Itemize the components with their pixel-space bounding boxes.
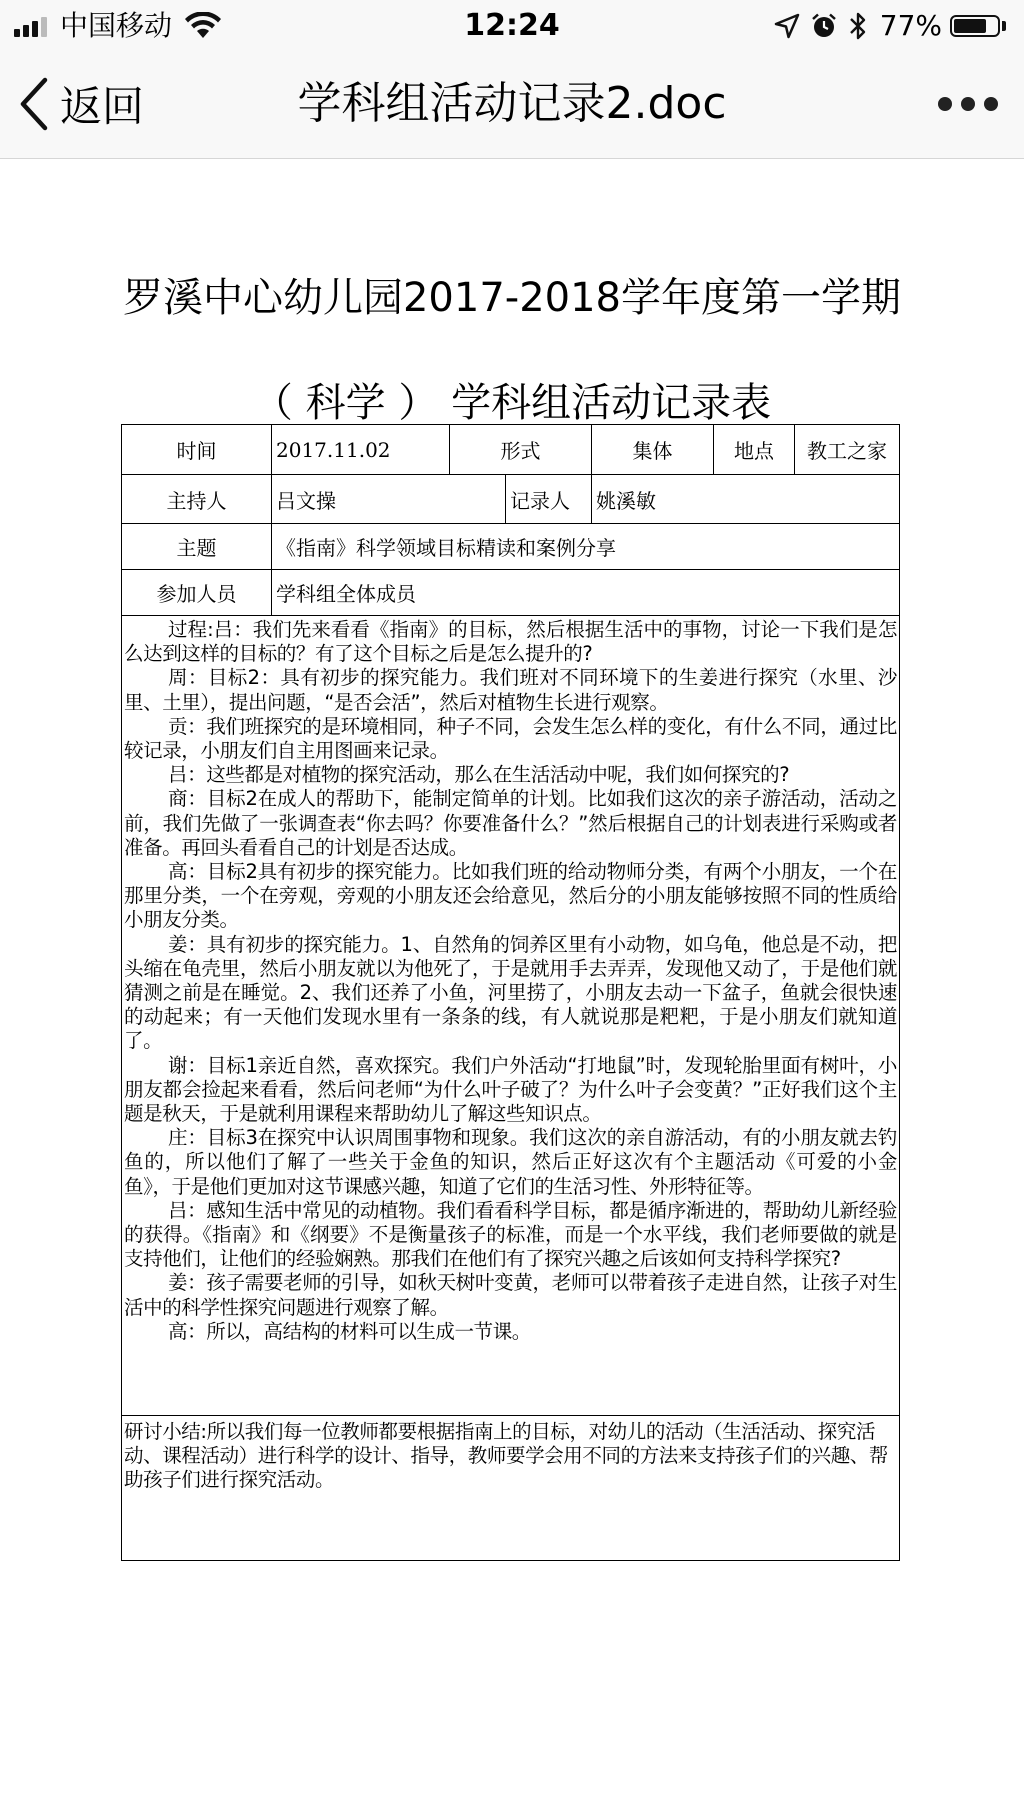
summary-cell [122, 1416, 900, 1561]
topic-label: 主题 [122, 524, 272, 570]
place-label: 地点 [714, 425, 795, 475]
summary-text: 研讨小结:所以我们每一位教师都要根据指南上的目标，对幼儿的活动（生活活动、探究活动、课程活动）进行科学的设计、指导，教师要学会用不同的方法来支持孩子们的兴趣、帮助孩子们进行探究活动。 [124, 1420, 889, 1492]
place-value: 教工之家 [795, 425, 900, 475]
process-record-cell [122, 616, 900, 1416]
table-row [122, 616, 900, 1416]
alarm-clock-icon [810, 12, 838, 40]
chevron-left-icon [18, 77, 48, 131]
status-bar [0, 0, 1024, 52]
process-paragraph: 吕：这些都是对植物的探究活动，那么在生活活动中呢，我们如何探究的? [168, 763, 790, 787]
process-paragraph: 谢：目标1亲近自然，喜欢探究。我们户外活动“打地鼠”时，发现轮胎里面有树叶，小朋友都会捡起来看看，然后问老师“为什么叶子破了？为什么叶子会变黄？”正好我们这个主题是秋天，于是就利用课程来帮助幼儿了解这些知识点。 [124, 1053, 897, 1126]
recorder-value: 姚溪敏 [592, 475, 900, 524]
carrier-name: 中国移动 [60, 9, 173, 42]
document-subtitle: （ 科学 ） 学科组活动记录表 [252, 380, 772, 426]
more-options-button[interactable] [938, 92, 998, 116]
table-row [122, 1416, 900, 1561]
table-row [122, 425, 900, 475]
form-label: 形式 [450, 425, 592, 475]
process-paragraph: 庄：目标3在探究中认识周围事物和现象。我们这次的亲自游活动，有的小朋友就去钓鱼的，所以他们了解了一些关于金鱼的知识，然后正好这次有个主题活动《可爱的小金鱼》，于是他们更加对这节课感兴趣，知道了它们的生活习性、外形特征等。 [124, 1126, 897, 1198]
ellipsis-dot-icon [938, 97, 952, 111]
navigation-bar [0, 52, 1024, 159]
time-label: 时间 [122, 425, 272, 475]
battery-icon [950, 15, 1000, 37]
battery-level-fill [954, 19, 986, 33]
process-paragraph: 姜：孩子需要老师的引导，如秋天树叶变黄，老师可以带着孩子走进自然，让孩子对生活中的科学性探究问题进行观察了解。 [124, 1271, 897, 1319]
table-row [122, 524, 900, 570]
document-filename-title: 学科组活动记录2.doc [297, 78, 727, 129]
ellipsis-dot-icon [961, 97, 975, 111]
table-row [122, 475, 900, 524]
time-value: 2017.11.02 [272, 425, 450, 475]
host-label: 主持人 [122, 475, 272, 524]
participants-value: 学科组全体成员 [272, 570, 900, 616]
document-title: 罗溪中心幼儿园2017-2018学年度第一学期 [122, 275, 902, 321]
host-value: 吕文操 [272, 475, 506, 524]
battery-percent: 77% [879, 9, 942, 42]
activity-record-table [121, 424, 900, 1561]
form-value: 集体 [592, 425, 714, 475]
back-label: 返回 [60, 82, 145, 131]
clock: 12:24 [464, 8, 560, 43]
process-paragraph: 商：目标2在成人的帮助下，能制定简单的计划。比如我们这次的亲子游活动，活动之前，我们先做了一张调查表“你去吗？你要准备什么？”然后根据自己的计划表进行采购或者准备。再回头看看自己的计划是否达成。 [124, 787, 897, 859]
process-paragraph: 姜：具有初步的探究能力。1、自然角的饲养区里有小动物，如乌龟，他总是不动，把头缩在龟壳里，然后小朋友就以为他死了，于是就用手去弄弄，发现他又动了，于是他们就猜测之前是在睡觉。2、我们还养了小鱼，河里捞了，小朋友去动一下盆子，鱼就会很快速的动起来；有一天他们发现水里有一条条的线，有人就说那是粑粑，于是小朋友们就知道了。 [124, 932, 897, 1053]
process-paragraph: 吕：感知生活中常见的动植物。我们看看科学目标，都是循序渐进的，帮助幼儿新经验的获得。《指南》和《纲要》不是衡量孩子的标准，而是一个水平线，我们老师要做的就是支持他们，让他们的经验娴熟。那我们在他们有了探究兴趣之后该如何支持科学探究? [124, 1198, 897, 1271]
process-paragraph: 贡：我们班探究的是环境相同，种子不同，会发生怎么样的变化，有什么不同，通过比较记录，小朋友们自主用图画来记录。 [124, 714, 897, 763]
bluetooth-icon [848, 11, 868, 41]
location-arrow-icon [774, 13, 800, 39]
participants-label: 参加人员 [122, 570, 272, 616]
process-paragraph: 周：目标2：具有初步的探究能力。我们班对不同环境下的生姜进行探究（水里、沙里、土里），提出问题，“是否会活”，然后对植物生长进行观察。 [124, 666, 897, 714]
back-button[interactable] [18, 74, 144, 134]
recorder-label: 记录人 [506, 475, 592, 524]
process-paragraph: 过程:吕：我们先来看看《指南》的目标，然后根据生活中的事物，讨论一下我们是怎么达到这样的目标的？有了这个目标之后是怎么提升的? [124, 618, 897, 666]
process-paragraph: 高：所以，高结构的材料可以生成一节课。 [168, 1319, 531, 1343]
table-row [122, 570, 900, 616]
ellipsis-dot-icon [984, 97, 998, 111]
process-paragraph: 高：目标2具有初步的探究能力。比如我们班的给动物师分类，有两个小朋友，一个在那里分类，一个在旁观，旁观的小朋友还会给意见，然后分的小朋友能够按照不同的性质给小朋友分类。 [124, 860, 897, 932]
topic-value: 《指南》科学领域目标精读和案例分享 [272, 524, 900, 570]
battery-cap [1002, 21, 1006, 31]
